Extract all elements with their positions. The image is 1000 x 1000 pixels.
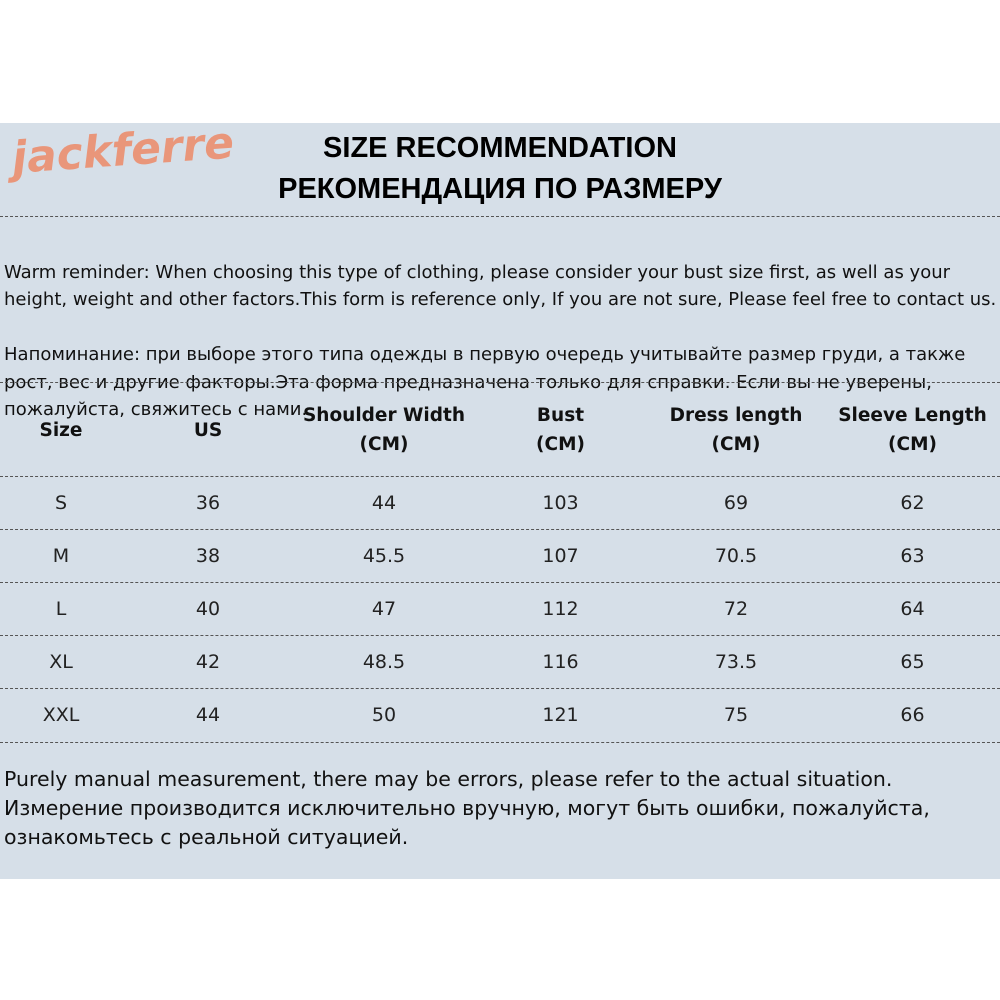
cell-sleeve-length: 62 bbox=[900, 492, 925, 514]
measurement-note-english: Purely manual measurement, there may be errors, please refer to the actual situation. bbox=[4, 767, 893, 791]
cell-dress-length: 75 bbox=[723, 704, 749, 726]
cell-bust: 116 bbox=[542, 651, 579, 673]
cell-bust: 107 bbox=[542, 545, 579, 567]
cell-dress-length: 69 bbox=[723, 492, 749, 514]
header-shoulder-width: Shoulder Width (CM) bbox=[302, 405, 466, 455]
brand-logo: jackferre bbox=[10, 117, 236, 184]
cell-dress-length: 73.5 bbox=[714, 651, 758, 673]
cell-shoulder-width: 47 bbox=[371, 598, 397, 620]
cell-size: L bbox=[55, 598, 67, 620]
cell-sleeve-length: 65 bbox=[900, 651, 925, 673]
cell-us: 38 bbox=[195, 545, 221, 567]
cell-sleeve-length: 63 bbox=[900, 545, 925, 567]
divider bbox=[0, 382, 1000, 383]
cell-size: S bbox=[54, 492, 68, 514]
measurement-note-russian: Измерение производится исключительно вручную, могут быть ошибки, пожалуйста, ознакомьтесь с реальной ситуацией. bbox=[4, 796, 930, 849]
header-sleeve-length: Sleeve Length (CM) bbox=[838, 405, 987, 455]
header-us: US bbox=[193, 419, 223, 441]
cell-dress-length: 70.5 bbox=[714, 545, 758, 567]
cell-shoulder-width: 45.5 bbox=[362, 545, 406, 567]
cell-bust: 112 bbox=[542, 598, 579, 620]
cell-size: XXL bbox=[42, 704, 80, 726]
divider bbox=[0, 216, 1000, 217]
cell-size: XL bbox=[49, 651, 73, 673]
cell-sleeve-length: 64 bbox=[900, 598, 925, 620]
cell-us: 42 bbox=[195, 651, 221, 673]
table-row bbox=[0, 689, 1000, 741]
table-row bbox=[0, 530, 1000, 582]
divider bbox=[0, 742, 1000, 743]
cell-bust: 103 bbox=[542, 492, 579, 514]
cell-shoulder-width: 48.5 bbox=[362, 651, 406, 673]
cell-sleeve-length: 66 bbox=[900, 704, 925, 726]
table-header-row bbox=[0, 386, 1000, 474]
cell-shoulder-width: 44 bbox=[371, 492, 397, 514]
title-russian: РЕКОМЕНДАЦИЯ ПО РАЗМЕРУ bbox=[278, 173, 722, 205]
cell-us: 44 bbox=[195, 704, 221, 726]
cell-dress-length: 72 bbox=[723, 598, 749, 620]
table-row bbox=[0, 583, 1000, 635]
title-english: SIZE RECOMMENDATION bbox=[323, 132, 677, 164]
cell-bust: 121 bbox=[542, 704, 579, 726]
table-row bbox=[0, 636, 1000, 688]
header-dress-length: Dress length (CM) bbox=[669, 405, 803, 455]
cell-us: 40 bbox=[195, 598, 221, 620]
header-size: Size bbox=[39, 419, 83, 441]
cell-us: 36 bbox=[195, 492, 221, 514]
header-bust: Bust (CM) bbox=[536, 405, 585, 455]
measurement-note bbox=[4, 765, 998, 852]
table-row bbox=[0, 477, 1000, 529]
cell-size: M bbox=[52, 545, 70, 567]
reminder-english: Warm reminder: When choosing this type of clothing, please consider your bust size first, as well as your height, weight and other factors.This form is reference only, If you are not sure, Please feel free to contact us. bbox=[4, 261, 997, 310]
reminder-russian: Напоминание: при выборе этого типа одежды в первую очередь учитывайте размер груди, а также рост, вес и другие факторы.Эта форма предназначена только для справки. Если вы не уверены, пожалуйста, свяжитесь с нами. bbox=[4, 344, 966, 420]
cell-shoulder-width: 50 bbox=[371, 704, 397, 726]
